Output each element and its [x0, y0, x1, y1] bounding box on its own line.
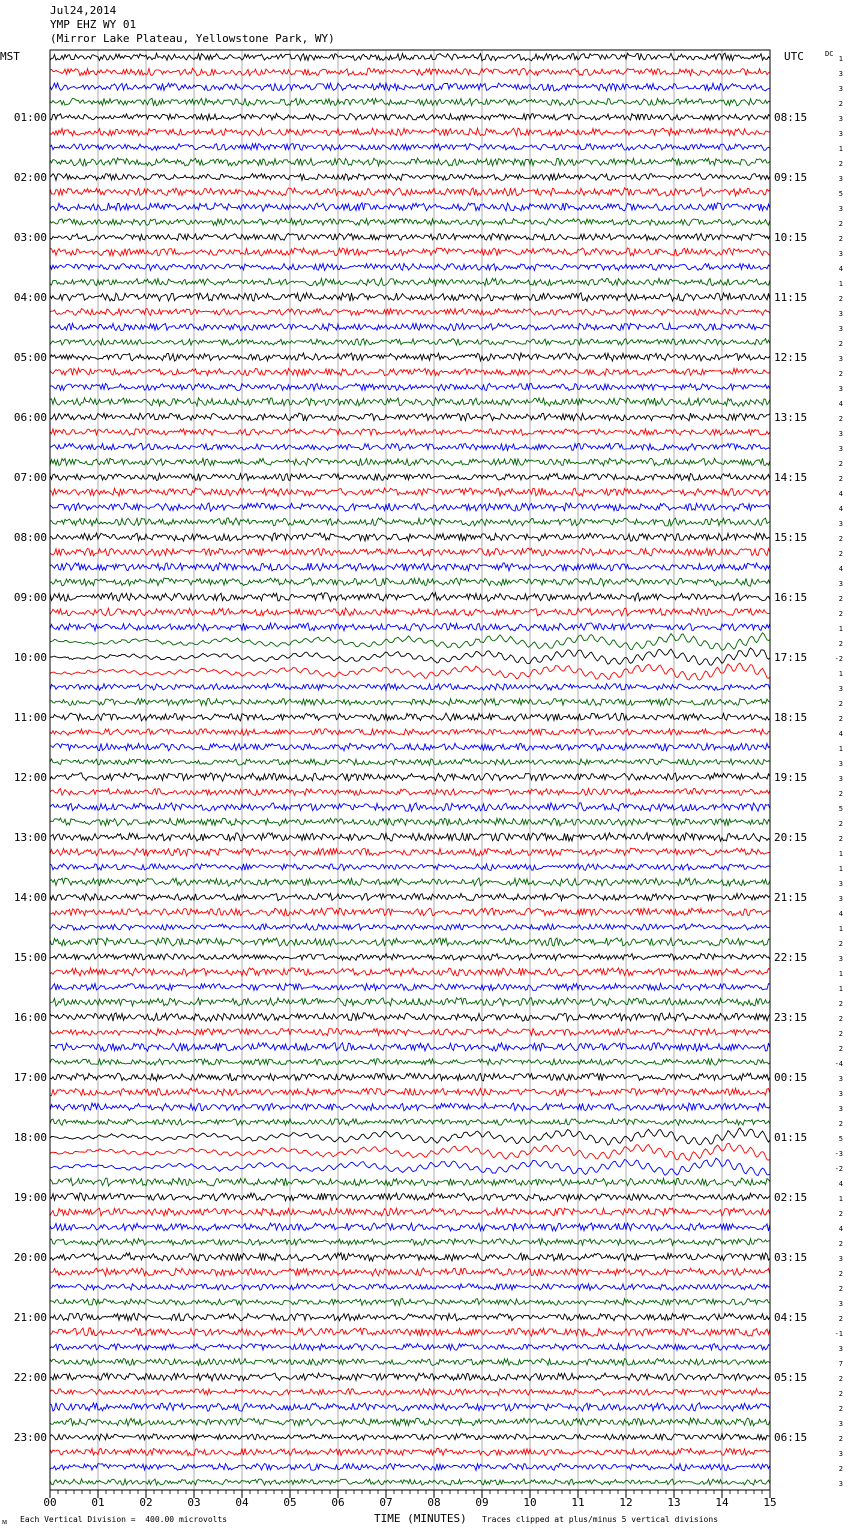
seismic-trace	[50, 413, 770, 421]
dc-offset-label: 2	[838, 475, 843, 483]
dc-offset-label: 2	[838, 1435, 843, 1443]
seismic-trace	[50, 924, 770, 930]
x-tick-label: 11	[571, 1496, 585, 1509]
right-hour-label: 18:15	[774, 711, 808, 724]
seismic-trace	[50, 278, 770, 286]
dc-offset-label: 1	[838, 745, 843, 753]
x-tick-label: 04	[235, 1496, 249, 1509]
seismic-trace	[50, 503, 770, 511]
dc-offset-label: 3	[838, 1255, 843, 1263]
dc-offset-label: 2	[838, 295, 843, 303]
seismic-trace	[50, 1208, 770, 1216]
left-hour-label: 01:00	[13, 111, 47, 124]
left-hour-label: 23:00	[13, 1431, 47, 1444]
left-hour-label: 17:00	[13, 1071, 47, 1084]
dc-offset-label: 1	[838, 145, 843, 153]
seismic-trace	[50, 174, 770, 181]
seismic-trace	[50, 1284, 770, 1291]
right-hour-label: 00:15	[774, 1071, 808, 1084]
left-hour-label: 14:00	[13, 891, 47, 904]
seismic-trace	[50, 473, 770, 480]
right-hour-label: 22:15	[774, 951, 808, 964]
seismic-trace	[50, 1359, 770, 1366]
dc-offset-label: 3	[838, 175, 843, 183]
x-axis-title: TIME (MINUTES)	[374, 1512, 467, 1525]
dc-offset-label: 2	[838, 1240, 843, 1248]
dc-offset-label: -2	[834, 1165, 843, 1173]
seismic-trace	[50, 648, 770, 665]
dc-offset-label: 3	[838, 385, 843, 393]
seismic-trace	[50, 1043, 770, 1052]
dc-offset-label: 1	[838, 970, 843, 978]
seismic-trace	[50, 623, 770, 631]
seismic-trace	[50, 789, 770, 796]
dc-offset-label: 3	[838, 70, 843, 78]
seismic-trace	[50, 818, 770, 826]
seismic-trace	[50, 1389, 770, 1396]
dc-offset-label: 3	[838, 1420, 843, 1428]
right-hour-label: 21:15	[774, 891, 808, 904]
left-hour-label: 07:00	[13, 471, 47, 484]
seismic-trace	[50, 1119, 770, 1126]
seismic-trace	[50, 83, 770, 91]
dc-offset-label: 1	[838, 865, 843, 873]
dc-offset-label: 3	[838, 760, 843, 768]
dc-offset-label: 2	[838, 1405, 843, 1413]
dc-offset-label: 3	[838, 250, 843, 258]
seismic-trace	[50, 368, 770, 375]
seismic-trace	[50, 1178, 770, 1186]
seismic-trace	[50, 353, 770, 361]
dc-offset-label: 5	[838, 190, 843, 198]
seismic-trace	[50, 128, 770, 136]
right-hour-label: 12:15	[774, 351, 808, 364]
right-hour-label: 06:15	[774, 1431, 808, 1444]
dc-offset-label: 4	[838, 400, 843, 408]
seismic-trace	[50, 1193, 770, 1201]
seismic-trace	[50, 1013, 770, 1022]
dc-offset-label: 2	[838, 460, 843, 468]
right-hour-label: 19:15	[774, 771, 808, 784]
dc-offset-label: 1	[838, 55, 843, 63]
x-tick-label: 12	[619, 1496, 633, 1509]
dc-offset-label: 2	[838, 340, 843, 348]
seismic-trace	[50, 864, 770, 871]
dc-offset-label: 4	[838, 565, 843, 573]
left-hour-label: 18:00	[13, 1131, 47, 1144]
dc-offset-label: 1	[838, 925, 843, 933]
seismic-trace	[50, 1344, 770, 1351]
seismic-trace	[50, 533, 770, 541]
left-hour-label: 10:00	[13, 651, 47, 664]
right-hour-label: 11:15	[774, 291, 808, 304]
dc-offset-label: 2	[838, 640, 843, 648]
seismic-trace	[50, 759, 770, 765]
seismic-trace	[50, 68, 770, 76]
dc-offset-label: 3	[838, 685, 843, 693]
right-axis-title: UTC	[784, 50, 804, 63]
corner-mark: ᴍ	[2, 1517, 8, 1526]
left-hour-label: 06:00	[13, 411, 47, 424]
x-tick-label: 15	[763, 1496, 777, 1509]
seismic-trace	[50, 1313, 770, 1321]
dc-offset-label: 2	[838, 1015, 843, 1023]
dc-offset-label: 2	[838, 820, 843, 828]
dc-offset-label: 1	[838, 280, 843, 288]
seismic-trace	[50, 893, 770, 900]
dc-offset-label: 2	[838, 700, 843, 708]
x-tick-label: 14	[715, 1496, 729, 1509]
dc-offset-label: 3	[838, 955, 843, 963]
left-hour-label: 12:00	[13, 771, 47, 784]
dc-offset-label: 3	[838, 880, 843, 888]
left-hour-label: 21:00	[13, 1311, 47, 1324]
dc-offset-label: 3	[838, 895, 843, 903]
right-hour-label: 16:15	[774, 591, 808, 604]
dc-offset-label: 3	[838, 205, 843, 213]
dc-offset-label: 1	[838, 670, 843, 678]
dc-offset-label: 4	[838, 1225, 843, 1233]
left-hour-label: 13:00	[13, 831, 47, 844]
dc-offset-label: 2	[838, 610, 843, 618]
dc-offset-label: 4	[838, 265, 843, 273]
dc-offset-label: 1	[838, 850, 843, 858]
x-tick-label: 05	[283, 1496, 297, 1509]
seismic-trace	[50, 908, 770, 916]
seismic-trace	[50, 488, 770, 496]
seismic-trace	[50, 984, 770, 991]
dc-offset-label: 2	[838, 1000, 843, 1008]
seismic-trace	[50, 309, 770, 316]
dc-offset-label: 3	[838, 130, 843, 138]
seismic-trace	[50, 698, 770, 705]
dc-offset-label: 2	[838, 1390, 843, 1398]
left-hour-label: 16:00	[13, 1011, 47, 1024]
right-hour-label: 05:15	[774, 1371, 808, 1384]
seismic-trace	[50, 1328, 770, 1336]
seismic-trace	[50, 663, 770, 680]
seismic-trace	[50, 803, 770, 812]
right-hour-label: 09:15	[774, 171, 808, 184]
seismic-trace	[50, 713, 770, 721]
dc-offset-label: -2	[834, 655, 843, 663]
dc-offset-label: 2	[838, 1045, 843, 1053]
seismic-trace	[50, 1223, 770, 1231]
dc-offset-label: 2	[838, 1315, 843, 1323]
seismic-trace	[50, 458, 770, 466]
right-hour-label: 20:15	[774, 831, 808, 844]
seismic-trace	[50, 878, 770, 886]
seismic-trace	[50, 248, 770, 256]
seismic-trace	[50, 158, 770, 166]
dc-offset-label: 2	[838, 1120, 843, 1128]
dc-offset-label: 2	[838, 235, 843, 243]
seismic-trace	[50, 743, 770, 750]
seismic-trace	[50, 114, 770, 121]
seismic-trace	[50, 203, 770, 211]
dc-offset-label: 4	[838, 730, 843, 738]
seismic-trace	[50, 1143, 770, 1160]
dc-offset-label: 5	[838, 805, 843, 813]
seismic-trace	[50, 1464, 770, 1471]
dc-offset-label: 3	[838, 85, 843, 93]
dc-offset-label: 3	[838, 1105, 843, 1113]
left-hour-label: 08:00	[13, 531, 47, 544]
dc-offset-label: 3	[838, 775, 843, 783]
dc-offset-label: 2	[838, 595, 843, 603]
seismic-trace	[50, 1253, 770, 1261]
dc-offset-label: 2	[838, 220, 843, 228]
seismic-trace	[50, 1373, 770, 1381]
dc-offset-label: 4	[838, 1180, 843, 1188]
dc-offset-label: 2	[838, 1210, 843, 1218]
plot-date: Jul24,2014	[50, 4, 117, 17]
right-hour-label: 23:15	[774, 1011, 808, 1024]
left-hour-label: 11:00	[13, 711, 47, 724]
x-tick-label: 10	[523, 1496, 537, 1509]
x-tick-label: 09	[475, 1496, 489, 1509]
seismic-trace	[50, 518, 770, 526]
dc-offset-label: 3	[838, 1300, 843, 1308]
dc-offset-label: 2	[838, 835, 843, 843]
dc-offset-label: 1	[838, 625, 843, 633]
left-hour-label: 22:00	[13, 1371, 47, 1384]
dc-offset-label: 1	[838, 1195, 843, 1203]
dc-offset-label: 3	[838, 580, 843, 588]
seismic-trace	[50, 383, 770, 390]
dc-column-title: DC	[825, 50, 834, 58]
seismic-trace	[50, 593, 770, 602]
right-hour-label: 04:15	[774, 1311, 808, 1324]
dc-offset-label: 3	[838, 355, 843, 363]
seismic-trace	[50, 53, 770, 61]
seismic-trace	[50, 1434, 770, 1440]
dc-offset-label: 3	[838, 1075, 843, 1083]
seismic-trace	[50, 563, 770, 571]
seismic-trace	[50, 234, 770, 241]
seismic-trace	[50, 144, 770, 151]
dc-offset-label: -3	[834, 1150, 843, 1158]
left-hour-label: 04:00	[13, 291, 47, 304]
left-hour-label: 02:00	[13, 171, 47, 184]
dc-offset-label: 1	[838, 985, 843, 993]
right-hour-label: 13:15	[774, 411, 808, 424]
right-hour-label: 15:15	[774, 531, 808, 544]
dc-offset-label: 3	[838, 1345, 843, 1353]
seismic-trace	[50, 684, 770, 691]
seismic-trace	[50, 1088, 770, 1096]
x-tick-label: 02	[139, 1496, 153, 1509]
seismic-trace	[50, 264, 770, 271]
seismic-trace	[50, 938, 770, 946]
right-hour-label: 08:15	[774, 111, 808, 124]
seismic-trace	[50, 1479, 770, 1485]
seismic-trace	[50, 578, 770, 586]
left-hour-label: 19:00	[13, 1191, 47, 1204]
dc-offset-label: 3	[838, 430, 843, 438]
x-tick-label: 07	[379, 1496, 393, 1509]
seismic-trace	[50, 429, 770, 436]
seismic-trace	[50, 1103, 770, 1111]
dc-offset-label: 3	[838, 310, 843, 318]
seismic-trace	[50, 219, 770, 226]
seismic-trace	[50, 1029, 770, 1036]
seismic-trace	[50, 1073, 770, 1081]
seismic-trace	[50, 954, 770, 961]
seismic-trace	[50, 848, 770, 856]
dc-offset-label: 3	[838, 325, 843, 333]
right-hour-label: 01:15	[774, 1131, 808, 1144]
seismic-trace	[50, 188, 770, 196]
right-hour-label: 02:15	[774, 1191, 808, 1204]
seismic-trace	[50, 293, 770, 302]
dc-offset-label: 2	[838, 790, 843, 798]
seismic-trace	[50, 968, 770, 976]
seismic-trace	[50, 1059, 770, 1065]
seismic-trace	[50, 833, 770, 842]
dc-offset-label: 2	[838, 550, 843, 558]
dc-offset-label: -1	[834, 1330, 843, 1338]
seismic-trace	[50, 1403, 770, 1411]
x-tick-label: 06	[331, 1496, 345, 1509]
dc-offset-label: 2	[838, 1030, 843, 1038]
left-hour-label: 05:00	[13, 351, 47, 364]
right-hour-label: 03:15	[774, 1251, 808, 1264]
dc-offset-label: 2	[838, 1285, 843, 1293]
seismic-trace	[50, 398, 770, 406]
seismic-trace	[50, 1128, 770, 1145]
dc-offset-label: 2	[838, 415, 843, 423]
dc-offset-label: 3	[838, 1480, 843, 1488]
seismic-trace	[50, 443, 770, 450]
dc-offset-label: 3	[838, 115, 843, 123]
seismic-trace	[50, 323, 770, 330]
dc-offset-label: -4	[834, 1060, 843, 1068]
left-hour-label: 03:00	[13, 231, 47, 244]
seismic-trace	[50, 548, 770, 556]
x-tick-label: 00	[43, 1496, 57, 1509]
clip-note: Traces clipped at plus/minus 5 vertical divisions	[482, 1515, 719, 1524]
seismic-trace	[50, 729, 770, 736]
dc-offset-label: 7	[838, 1360, 843, 1368]
dc-offset-label: 2	[838, 715, 843, 723]
dc-offset-label: 5	[838, 1135, 843, 1143]
seismic-trace	[50, 98, 770, 106]
seismic-trace	[50, 773, 770, 781]
dc-offset-label: 3	[838, 520, 843, 528]
seismic-trace	[50, 608, 770, 616]
dc-offset-label: 2	[838, 1375, 843, 1383]
seismic-trace	[50, 1299, 770, 1306]
seismic-trace	[50, 1239, 770, 1246]
dc-offset-label: 4	[838, 490, 843, 498]
dc-offset-label: 3	[838, 1090, 843, 1098]
dc-offset-label: 2	[838, 535, 843, 543]
dc-offset-label: 3	[838, 1450, 843, 1458]
right-hour-label: 10:15	[774, 231, 808, 244]
seismic-trace	[50, 1418, 770, 1426]
seismic-trace	[50, 1448, 770, 1455]
seismic-trace	[50, 1268, 770, 1276]
right-hour-label: 17:15	[774, 651, 808, 664]
left-axis-title: MST	[0, 50, 20, 63]
dc-offset-label: 4	[838, 910, 843, 918]
station-code: YMP EHZ WY 01	[50, 18, 137, 31]
dc-offset-label: 2	[838, 370, 843, 378]
x-tick-label: 03	[187, 1496, 201, 1509]
x-tick-label: 13	[667, 1496, 681, 1509]
left-hour-label: 15:00	[13, 951, 47, 964]
dc-offset-label: 2	[838, 160, 843, 168]
dc-offset-label: 2	[838, 940, 843, 948]
seismic-trace	[50, 633, 770, 651]
x-tick-label: 08	[427, 1496, 441, 1509]
station-location: (Mirror Lake Plateau, Yellowstone Park, WY)	[50, 32, 335, 45]
left-hour-label: 09:00	[13, 591, 47, 604]
x-tick-label: 01	[91, 1496, 105, 1509]
seismic-trace	[50, 339, 770, 346]
dc-offset-label: 4	[838, 505, 843, 513]
seismic-trace	[50, 998, 770, 1006]
dc-offset-label: 2	[838, 1465, 843, 1473]
left-hour-label: 20:00	[13, 1251, 47, 1264]
right-hour-label: 14:15	[774, 471, 808, 484]
scale-note: Each Vertical Division = 400.00 microvolts	[20, 1515, 228, 1524]
dc-offset-label: 3	[838, 445, 843, 453]
dc-offset-label: 2	[838, 100, 843, 108]
dc-offset-label: 2	[838, 1270, 843, 1278]
seismic-trace	[50, 1158, 770, 1175]
